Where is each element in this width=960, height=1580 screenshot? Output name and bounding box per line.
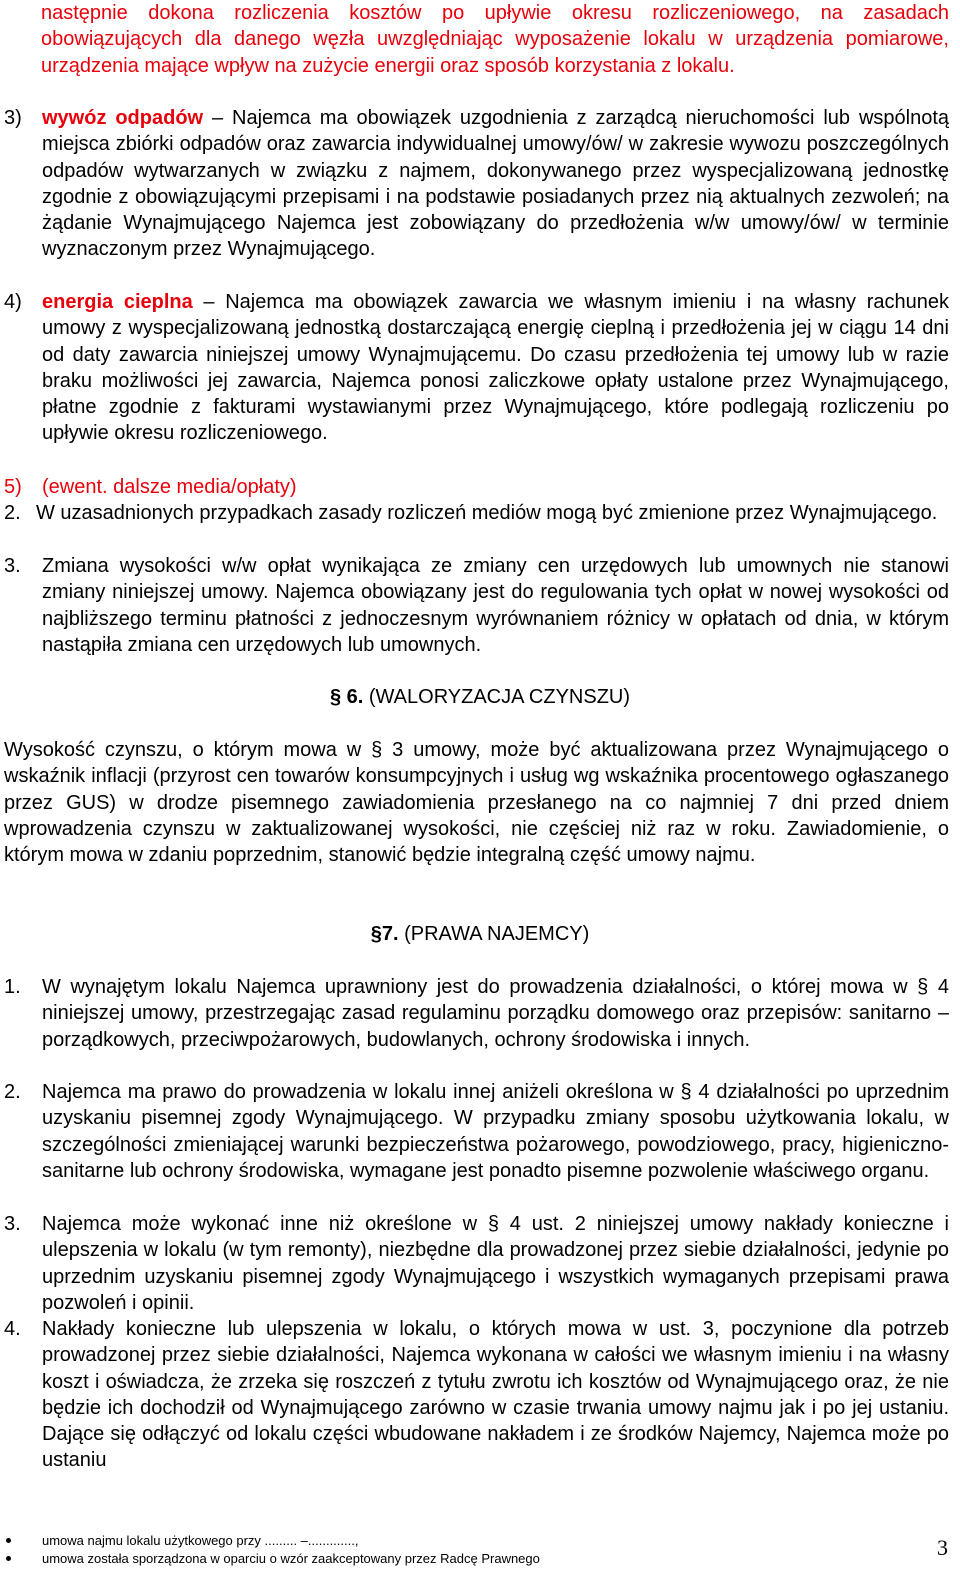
item-body: – Najemca ma obowiązek zawarcia we własnym imieniu i na własny rachunek umowy z wyspecjalizowaną jednostką dostarczającą energię cieplną i przedłożenia jej w ciągu 14 dni od daty zawarcia niniejszej umowy Wynajmującemu. Do czasu przedłożenia tej umowy lub w razie braku możliwości jej zawarcia, Najemca ponosi zaliczkowe opłaty ustalone przez Wynajmującego, płatne zgodnie z fakturami wystawianymi przez Wynajmującego, które podlegają rozliczeniu po upływie okresu rozliczeniowego. (42, 291, 949, 445)
section-title: (PRAWA NAJEMCY) (398, 923, 590, 945)
list-text: Najemca może wykonać inne niż określone w § 4 ust. 2 niniejszej umowy nakłady konieczne i ulepszenia w lokalu (w tym remonty), niezbędne dla prowadzonej przez siebie działalności, jedynie po uprzednim uzyskaniu pisemnej zgody Wynajmującego i wszystkich wymaganych przepisami prawa pozwoleń i opinii. (42, 1213, 949, 1314)
section-title: (WALORYZACJA CZYNSZU) (363, 686, 631, 708)
footer-line-2: umowa została sporządzona w oparciu o wzór zaakceptowany przez Radcę Prawnego (42, 1551, 540, 1566)
item-title: wywóz odpadów (42, 107, 204, 129)
section-mark: §7. (370, 923, 399, 945)
list-number: 2. (4, 1081, 21, 1103)
list-text: Najemca ma prawo do prowadzenia w lokalu innej aniżeli określona w § 4 działalności po uprzednim uzyskaniu pisemnej zgody Wynajmującego. W przypadku zmiany sposobu użytkowania lokalu, w szczególności zmieniającej warunki bezpieczeństwa pożarowego, powodziowego, pracy, higieniczno-sanitarne lub ochrony środowiska, wymagane jest ponadto pisemne pozwolenie właściwego organu. (42, 1081, 949, 1182)
list-text: Zmiana wysokości w/w opłat wynikająca ze zmiany cen urzędowych lub umownych nie stanowi zmiany niniejszej umowy. Najemca obowiązany jest do regulowania tych opłat w nowej wysokości od najbliższego terminu płatności z jednoczesnym wyrównaniem różnicy w opłatach od dnia, w którym nastąpiła zmiana cen urzędowych lub umownych. (42, 555, 949, 656)
item-title: energia cieplna (42, 291, 193, 313)
list-number: 4) (4, 291, 22, 313)
list-number: 3. (4, 555, 21, 577)
section-heading-6 (0, 684, 960, 710)
continuation-paragraph: następnie dokona rozliczenia kosztów po upływie okresu rozliczeniowego, na zasadach obowiązujących dla danego węzła uwzględniając wyposażenie lokalu w urządzenia pomiarowe, urządzenia mające wpływ na zużycie energii oraz sposób korzystania z lokalu. (41, 2, 949, 77)
list-text (42, 289, 949, 447)
page-number: 3 (937, 1535, 948, 1560)
item-body: – Najemca ma obowiązek uzgodnienia z zarządcą nieruchomości lub wspólnotą miejsca zbiórki odpadów oraz zawarcia indywidualnej umowy/ów/ w zakresie wywozu poszczególnych odpadów wytwarzanych w związku z najmem, dokonywanego przez wyspecjalizowaną jednostkę zgodnie z obowiązującymi przepisami i na podstawie posiadanych przez nią aktualnych zezwoleń; na żądanie Wynajmującego Najemca jest zobowiązany do przedłożenia w/w umowy/ów/ w terminie wyznaczonym przez Wynajmującego. (42, 107, 949, 261)
section-mark: § 6. (329, 686, 364, 708)
list-number: 1. (4, 976, 21, 998)
list-number: 4. (4, 1318, 21, 1340)
section-6-paragraph: Wysokość czynszu, o którym mowa w § 3 umowy, może być aktualizowana przez Wynajmującego o wskaźnik inflacji (przyrost cen towarów konsumpcyjnych i usług wg wskaźnika procentowego ogłaszanego przez GUS) w drodze pisemnego zawiadomienia przesłanego na co najmniej 7 dni przed dniem wprowadzenia czynszu w zaktualizowanej wysokości, nie częściej niż raz w roku. Zawiadomienie, o którym mowa w zdaniu poprzednim, stanowić będzie integralną część umowy najmu. (4, 739, 949, 867)
list-text: Nakłady konieczne lub ulepszenia w lokalu, o których mowa w ust. 3, poczynione dla potrzeb prowadzonej przez siebie działalności, Najemca wykonana w całości we własnym imieniu i na własny koszt i oświadcza, że zrzeka się roszczeń z tytułu zwrotu ich kosztów od Wynajmującego oraz, że nie będzie ich dochodził od Wynajmującego zarówno w czasie trwania umowy najmu jak i po jej ustaniu. Dające się odłączyć od lokalu części wbudowane nakładem i ze środków Najemcy, Najemca może po ustaniu (42, 1318, 949, 1472)
list-text: W uzasadnionych przypadkach zasady rozliczeń mediów mogą być zmienione przez Wynajmującego. (36, 502, 938, 524)
list-number: 3. (4, 1213, 21, 1235)
list-text: W wynajętym lokalu Najemca uprawniony jest do prowadzenia działalności, o której mowa w § 4 niniejszej umowy, przestrzegając zasad regulaminu porządku domowego oraz przepisów: sanitarno – porządkowych, przeciwpożarowych, budowlanych, ochrony środowiska i innych. (42, 976, 949, 1051)
section-heading-7 (0, 921, 960, 947)
list-text: (ewent. dalsze media/opłaty) (42, 476, 297, 498)
list-number: 2. (4, 502, 21, 524)
list-number: 3) (4, 107, 22, 129)
footer-bullet (6, 1556, 11, 1561)
list-number: 5) (4, 476, 22, 498)
footer-line-1: umowa najmu lokalu użytkowego przy ......... –............., (42, 1533, 359, 1548)
footer-bullet (6, 1538, 11, 1543)
list-text (42, 105, 949, 263)
